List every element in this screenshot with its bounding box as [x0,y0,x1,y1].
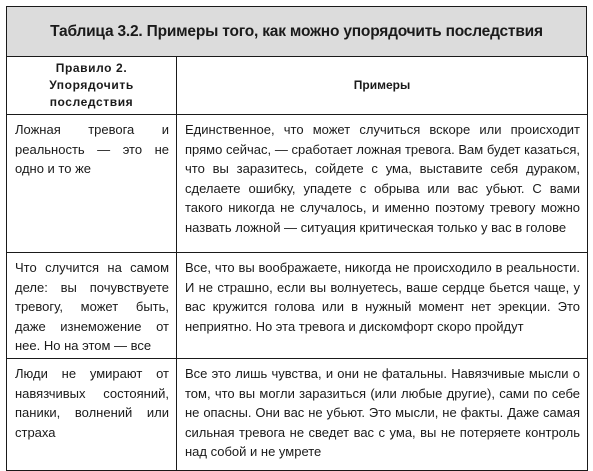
rule-cell: Ложная тревога и реальность — это не одно и то же [7,115,177,253]
table-title: Таблица 3.2. Примеры того, как можно упорядочить последствия [50,22,543,40]
example-cell: Все, что вы воображаете, никогда не происходило в реальности. И не страшно, если вы волнуетесь, ваше сердце бьется чаще, у вас кружится голова или в нужный момент нет эрекции. Это неприятно. Но эта тревога и дискомфорт скоро пройдут [177,253,588,359]
table-title-bar [6,6,587,56]
document-page [6,6,587,471]
example-cell: Единственное, что может случиться вскоре или происходит прямо сейчас, — сработает ложная тревога. Вам будет казаться, что вы заразитесь, сойдете с ума, выставите себя дураком, сделаете ошибку, упадете с обрыва или вас убьют. С вами такого никогда не случалось, и именно поэтому тревогу можно назвать ложной — ситуация критическая только у вас в голове [177,115,588,253]
rule-cell: Что случится на самом деле: вы почувствуете тревогу, может быть, даже изнеможение от нее. Но на этом — все [7,253,177,359]
column-header-rule: Правило 2. Упорядочить последствия [7,57,177,115]
column-header-examples: Примеры [177,57,588,115]
table-row [7,358,588,470]
table-header-row [7,57,588,115]
example-cell: Все это лишь чувства, и они не фатальны. Навязчивые мысли о том, что вы могли заразиться (или любые другие), сами по себе не опасны. Они вас не убьют. Это мысли, не факты. Даже самая сильная тревога не сведет вас с ума, вы не потеряете контроль над собой и не умрете [177,358,588,470]
consequences-table [6,56,588,471]
rule-cell: Люди не умирают от навязчивых состояний, паники, волнений или страха [7,358,177,470]
table-row [7,253,588,359]
table-row [7,115,588,253]
